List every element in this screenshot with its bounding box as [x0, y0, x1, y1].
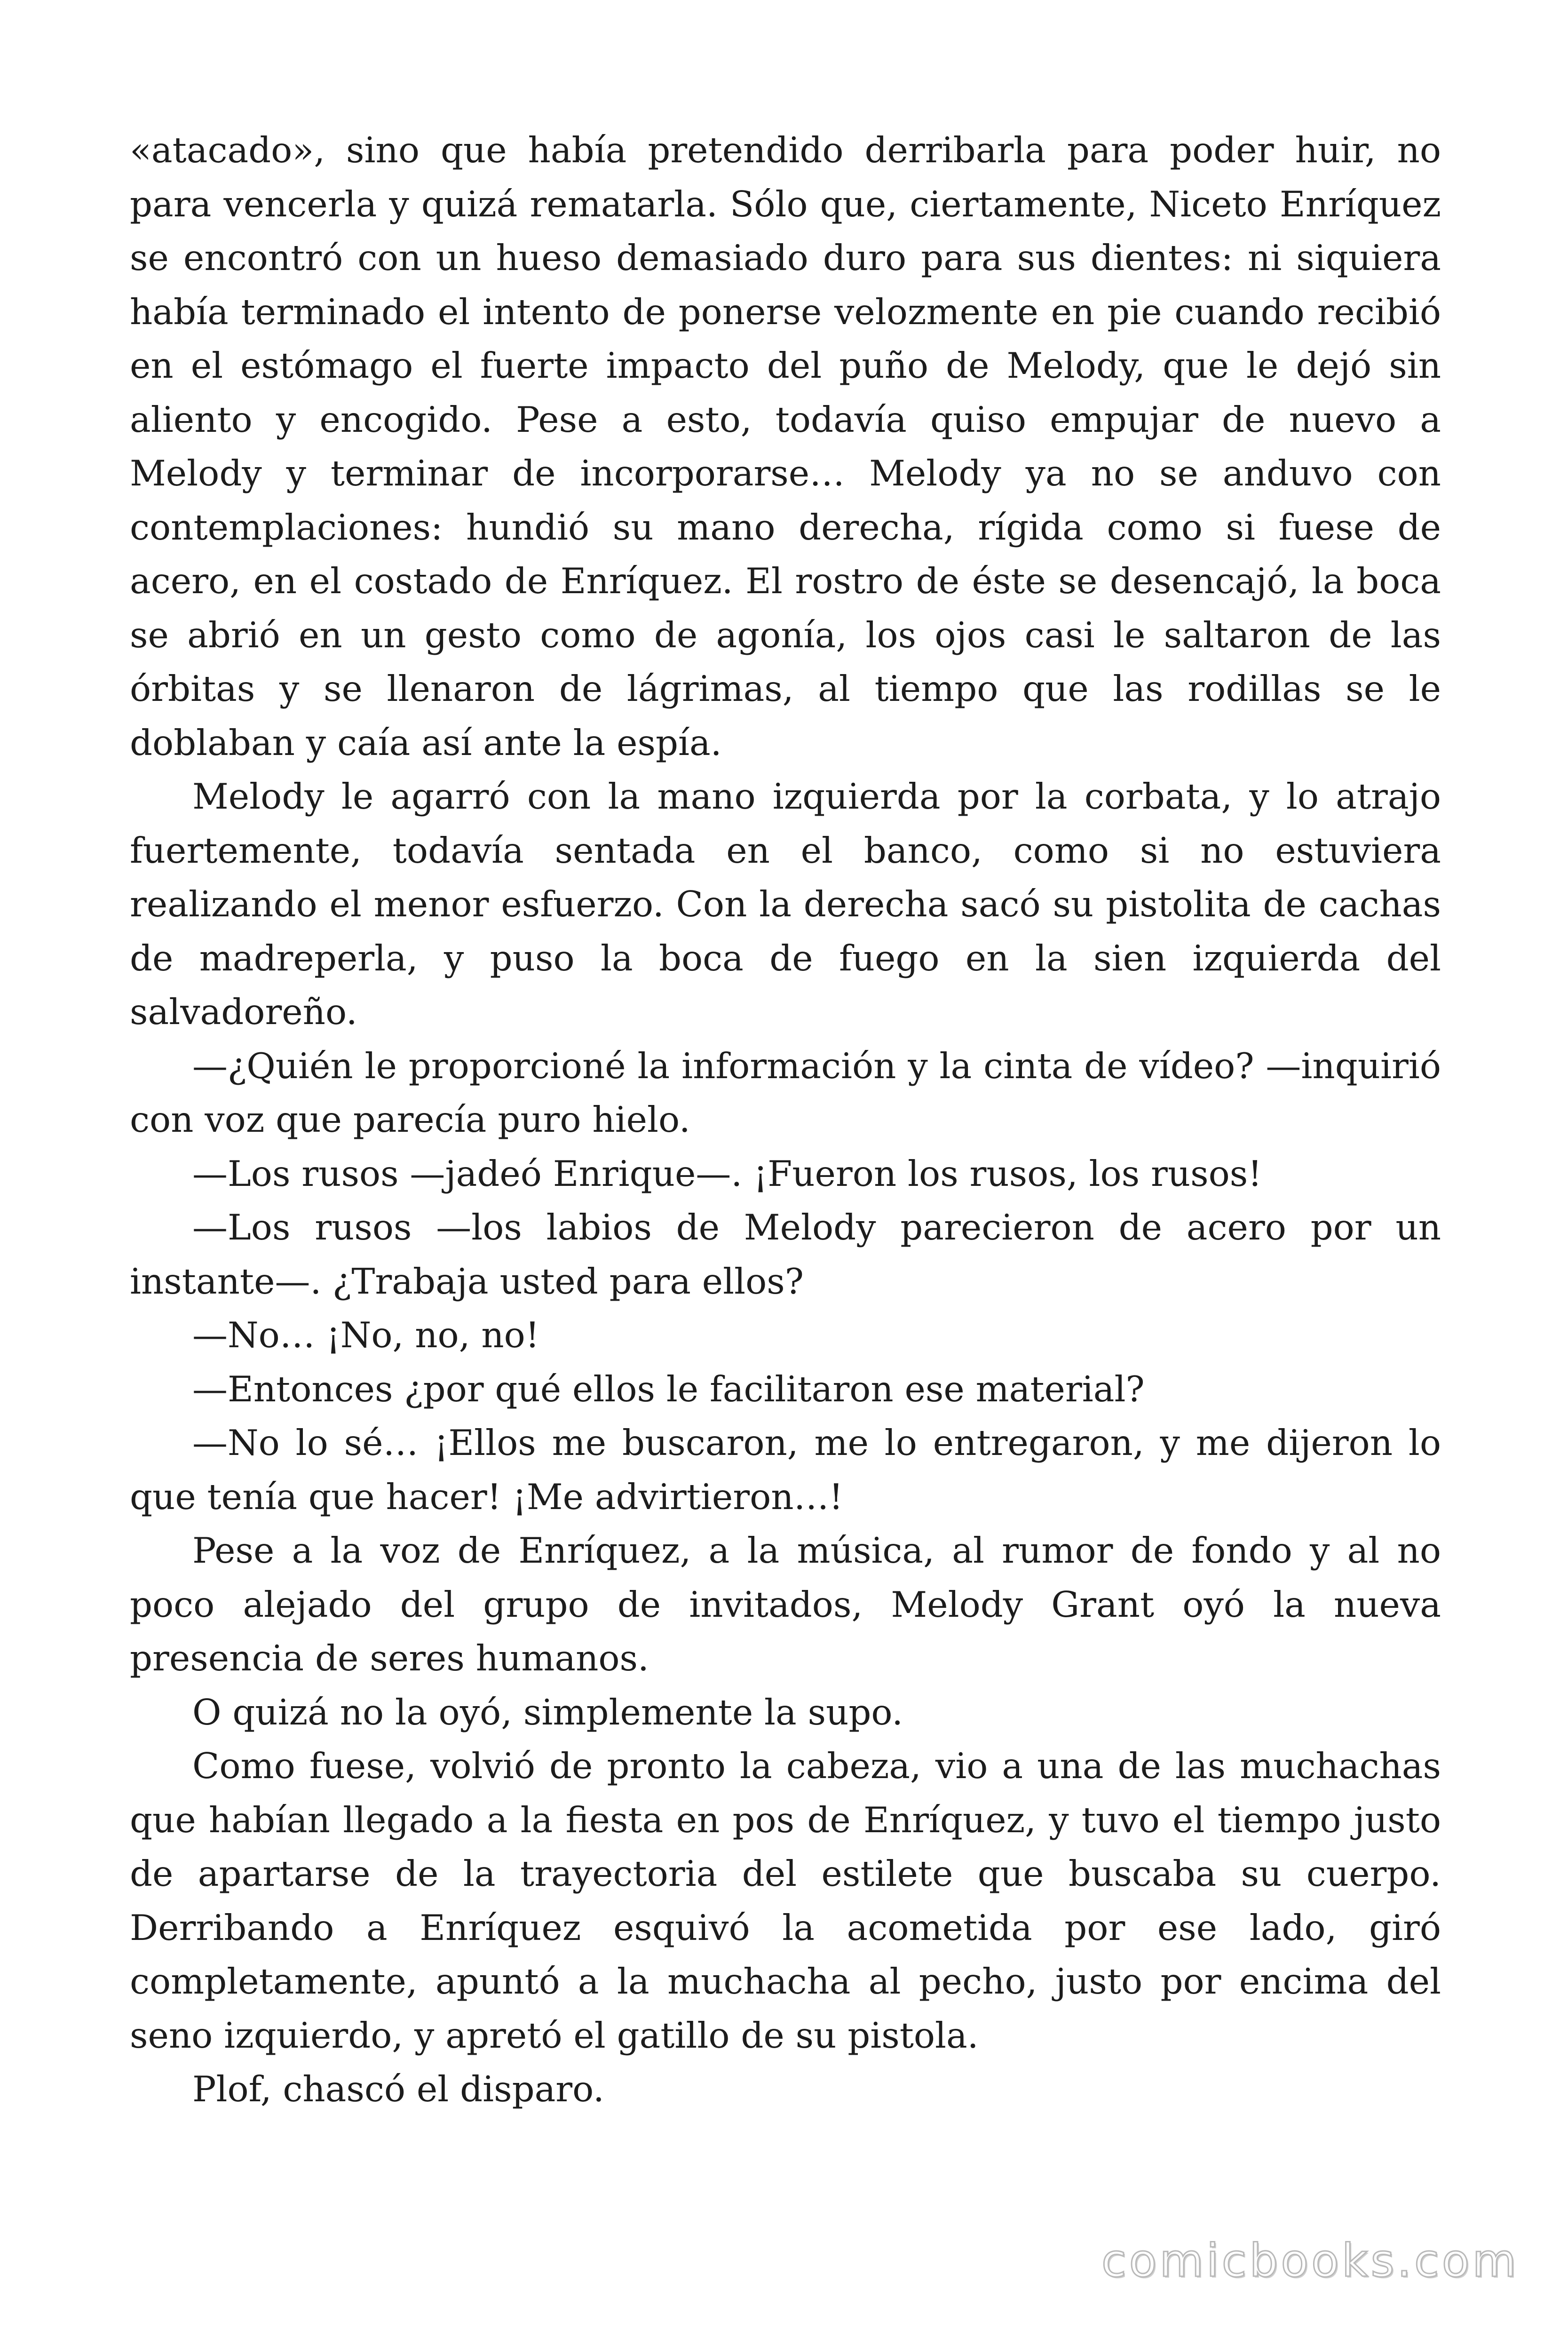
- paragraph-4: —Los rusos —jadeó Enrique—. ¡Fueron los rusos, los rusos!: [192, 1152, 1262, 1194]
- paragraph-3: —¿Quién le proporcioné la información y la cinta de vídeo? —inquirió con voz que parecía puro hielo.: [130, 1045, 1441, 1140]
- paragraph-2: Melody le agarró con la mano izquierda por la corbata, y lo atrajo fuertemente, todavía sentada en el banco, como si no estuviera realizando el menor esfuerzo. Con la derecha sacó su pistolita de cachas de madreperla, y puso la boca de fuego en la sien izquierda del salvadoreño.: [130, 776, 1441, 1033]
- watermark: comicbooks.com: [1101, 2234, 1519, 2287]
- body-text: [130, 123, 1441, 2116]
- paragraph-12: Plof, chascó el disparo.: [192, 2068, 604, 2110]
- paragraph-9: Pese a la voz de Enríquez, a la música, al rumor de fondo y al no poco alejado del grupo de invitados, Melody Grant oyó la nueva presencia de seres humanos.: [130, 1530, 1441, 1679]
- paragraph-6: —No… ¡No, no, no!: [192, 1314, 539, 1356]
- paragraph-5: —Los rusos —los labios de Melody parecieron de acero por un instante—. ¿Trabaja usted para ellos?: [130, 1207, 1441, 1302]
- paragraph-10: O quizá no la oyó, simplemente la supo.: [192, 1691, 903, 1733]
- paragraph-1: «atacado», sino que había pretendido derribarla para poder huir, no para vencerla y quizá rematarla. Sólo que, ciertamente, Niceto Enríquez se encontró con un hueso demasiado duro para sus dientes: ni siquiera había terminado el intento de ponerse velozmente en pie cuando recibió en el estómago el fuerte impacto del puño de Melody, que le dejó sin aliento y encogido. Pese a esto, todavía quiso empujar de nuevo a Melody y terminar de incorporarse… Melody ya no se anduvo con contemplaciones: hundió su mano derecha, rígida como si fuese de acero, en el costado de Enríquez. El rostro de éste se desencajó, la boca se abrió en un gesto como de agonía, los ojos casi le saltaron de las órbitas y se llenaron de lágrimas, al tiempo que las rodillas se le doblaban y caía así ante la espía.: [130, 129, 1441, 763]
- paragraph-8: —No lo sé… ¡Ellos me buscaron, me lo entregaron, y me dijeron lo que tenía que hacer! ¡Me advirtieron…!: [130, 1422, 1441, 1518]
- paragraph-11: Como fuese, volvió de pronto la cabeza, vio a una de las muchachas que habían llegado a la fiesta en pos de Enríquez, y tuvo el tiempo justo de apartarse de la trayectoria del estilete que buscaba su cuerpo. Derribando a Enríquez esquivó la acometida por ese lado, giró completamente, apuntó a la muchacha al pecho, justo por encima del seno izquierdo, y apretó el gatillo de su pistola.: [130, 1745, 1441, 2056]
- paragraph-7: —Entonces ¿por qué ellos le facilitaron ese material?: [192, 1368, 1145, 1410]
